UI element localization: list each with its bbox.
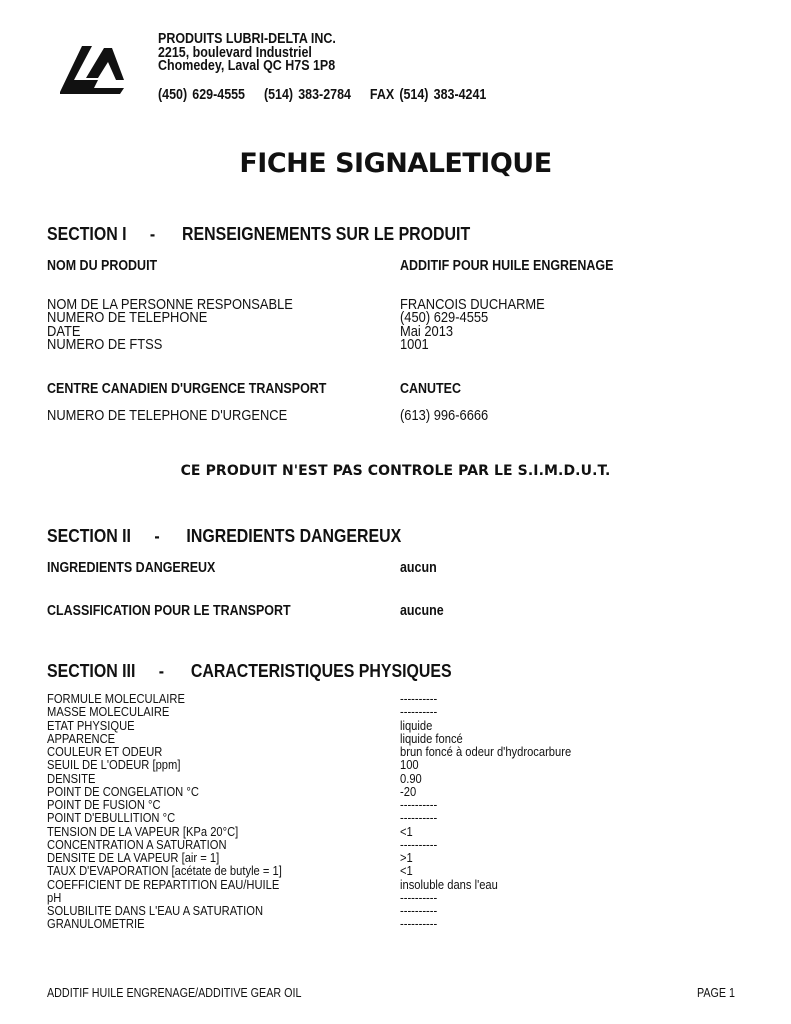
ftss-number-value: 1001 [400,336,429,354]
dangerous-ingredients-label: INGREDIENTS DANGEREUX [47,560,216,576]
responsible-person-value: FRANCOIS DUCHARME [400,296,545,313]
property-value: ---------- [400,889,438,905]
property-value: ---------- [400,704,438,720]
company-phones [158,87,500,103]
property-label: FORMULE MOLECULAIRE [47,691,185,706]
company-block [158,33,336,74]
emergency-center-value: CANUTEC [400,381,461,397]
property-label: SOLUBILITE DANS L'EAU A SATURATION [47,903,264,918]
physical-properties-list [47,692,747,931]
telephone-label: NUMERO DE TELEPHONE [47,309,208,327]
property-row [47,864,747,877]
property-label: POINT D'EBULLITION °C [47,810,176,826]
property-value: <1 [400,863,413,879]
section-1-heading [47,223,470,245]
section-3-dash: - [158,660,165,681]
property-row [47,878,747,891]
property-value: ---------- [400,810,438,826]
property-label: TAUX D'EVAPORATION [acétate de butyle = 1] [47,863,282,879]
section-2-number: SECTION II [47,525,131,546]
property-row [47,838,747,851]
section-1-number: SECTION I [47,223,127,244]
property-value: ---------- [400,903,438,918]
section-2-name: INGREDIENTS DANGEREUX [186,525,402,546]
property-row [47,891,747,904]
section-1-name: RENSEIGNEMENTS SUR LE PRODUIT [181,223,471,244]
property-label: CONCENTRATION A SATURATION [47,836,227,852]
responsible-person-label: NOM DE LA PERSONNE RESPONSABLE [47,296,293,313]
property-row [47,798,747,811]
company-address-line2: Chomedey, Laval QC H7S 1P8 [158,58,336,74]
property-value: liquide foncé [400,730,463,746]
property-row [47,692,747,705]
property-row [47,758,747,771]
telephone-value: (450) 629-4555 [400,309,489,327]
property-label: DENSITE [47,770,96,786]
property-value: <1 [400,823,413,839]
company-phone-2: (514) 383-2784 [263,87,351,103]
property-label: POINT DE FUSION °C [47,797,161,812]
ftss-number-label: NUMERO DE FTSS [47,336,163,354]
property-value: ---------- [400,836,438,852]
property-value: insoluble dans l'eau [400,876,498,892]
section-2-heading [47,525,401,547]
company-address-line1: 2215, boulevard Industriel [158,44,312,61]
company-name: PRODUITS LUBRI-DELTA INC. [158,31,336,47]
property-label: SEUIL DE L'ODEUR [ppm] [47,757,181,773]
emergency-center-label: CENTRE CANADIEN D'URGENCE TRANSPORT [47,381,327,397]
product-name-label: NOM DU PRODUIT [47,258,158,274]
property-value: ---------- [400,916,438,932]
dangerous-ingredients-value: aucun [400,560,437,576]
property-row [47,825,747,838]
property-label: GRANULOMETRIE [47,916,145,932]
property-value: brun foncé à odeur d'hydrocarbure [400,744,572,759]
property-label: pH [47,889,62,905]
date-value: Mai 2013 [400,322,454,340]
emergency-phone-value: (613) 996-6666 [400,407,489,424]
property-value: liquide [400,717,433,733]
footer-product-name: ADDITIF HUILE ENGRENAGE/ADDITIVE GEAR OIL [47,986,302,1000]
company-logo [58,42,126,96]
transport-classification-value: aucune [400,603,444,619]
simdut-notice: CE PRODUIT N'EST PAS CONTROLE PAR LE S.I.M.D.U.T. [180,463,611,479]
section-3-name: CARACTERISTIQUES PHYSIQUES [190,660,452,681]
property-value: 0.90 [400,770,422,786]
property-label: MASSE MOLECULAIRE [47,704,170,720]
emergency-phone-label: NUMERO DE TELEPHONE D'URGENCE [47,407,288,424]
property-value: >1 [400,850,413,865]
section-1-labels [47,298,293,352]
property-value: 100 [400,757,419,773]
property-value: ---------- [400,797,438,812]
date-label: DATE [47,322,81,340]
document-title: FICHE SIGNALETIQUE [239,148,552,179]
section-3-number: SECTION III [47,660,136,681]
property-value: -20 [400,783,417,799]
property-row [47,851,747,864]
footer-page-number: PAGE 1 [697,986,736,1000]
property-label: TENSION DE LA VAPEUR [KPa 20°C] [47,823,239,839]
property-label: DENSITE DE LA VAPEUR [air = 1] [47,850,220,865]
property-label: APPARENCE [47,730,116,746]
property-label: ETAT PHYSIQUE [47,717,135,733]
section-2-dash: - [154,525,160,546]
section-1-values [400,298,545,352]
property-row [47,917,747,930]
property-value: ---------- [400,691,438,706]
property-label: COEFFICIENT DE REPARTITION EAU/HUILE [47,876,280,892]
property-label: COULEUR ET ODEUR [47,744,163,759]
product-name-value: ADDITIF POUR HUILE ENGRENAGE [400,258,614,274]
transport-classification-label: CLASSIFICATION POUR LE TRANSPORT [47,603,291,619]
property-row [47,811,747,824]
property-row [47,705,747,718]
property-row [47,904,747,917]
property-row [47,785,747,798]
company-fax: FAX (514) 383-4241 [369,87,487,103]
section-1-dash: - [149,223,156,244]
property-label: POINT DE CONGELATION °C [47,783,199,799]
company-phone-1: (450) 629-4555 [158,87,246,103]
section-3-heading [47,660,452,682]
property-row [47,745,747,758]
property-row [47,732,747,745]
property-row [47,719,747,732]
property-row [47,772,747,785]
